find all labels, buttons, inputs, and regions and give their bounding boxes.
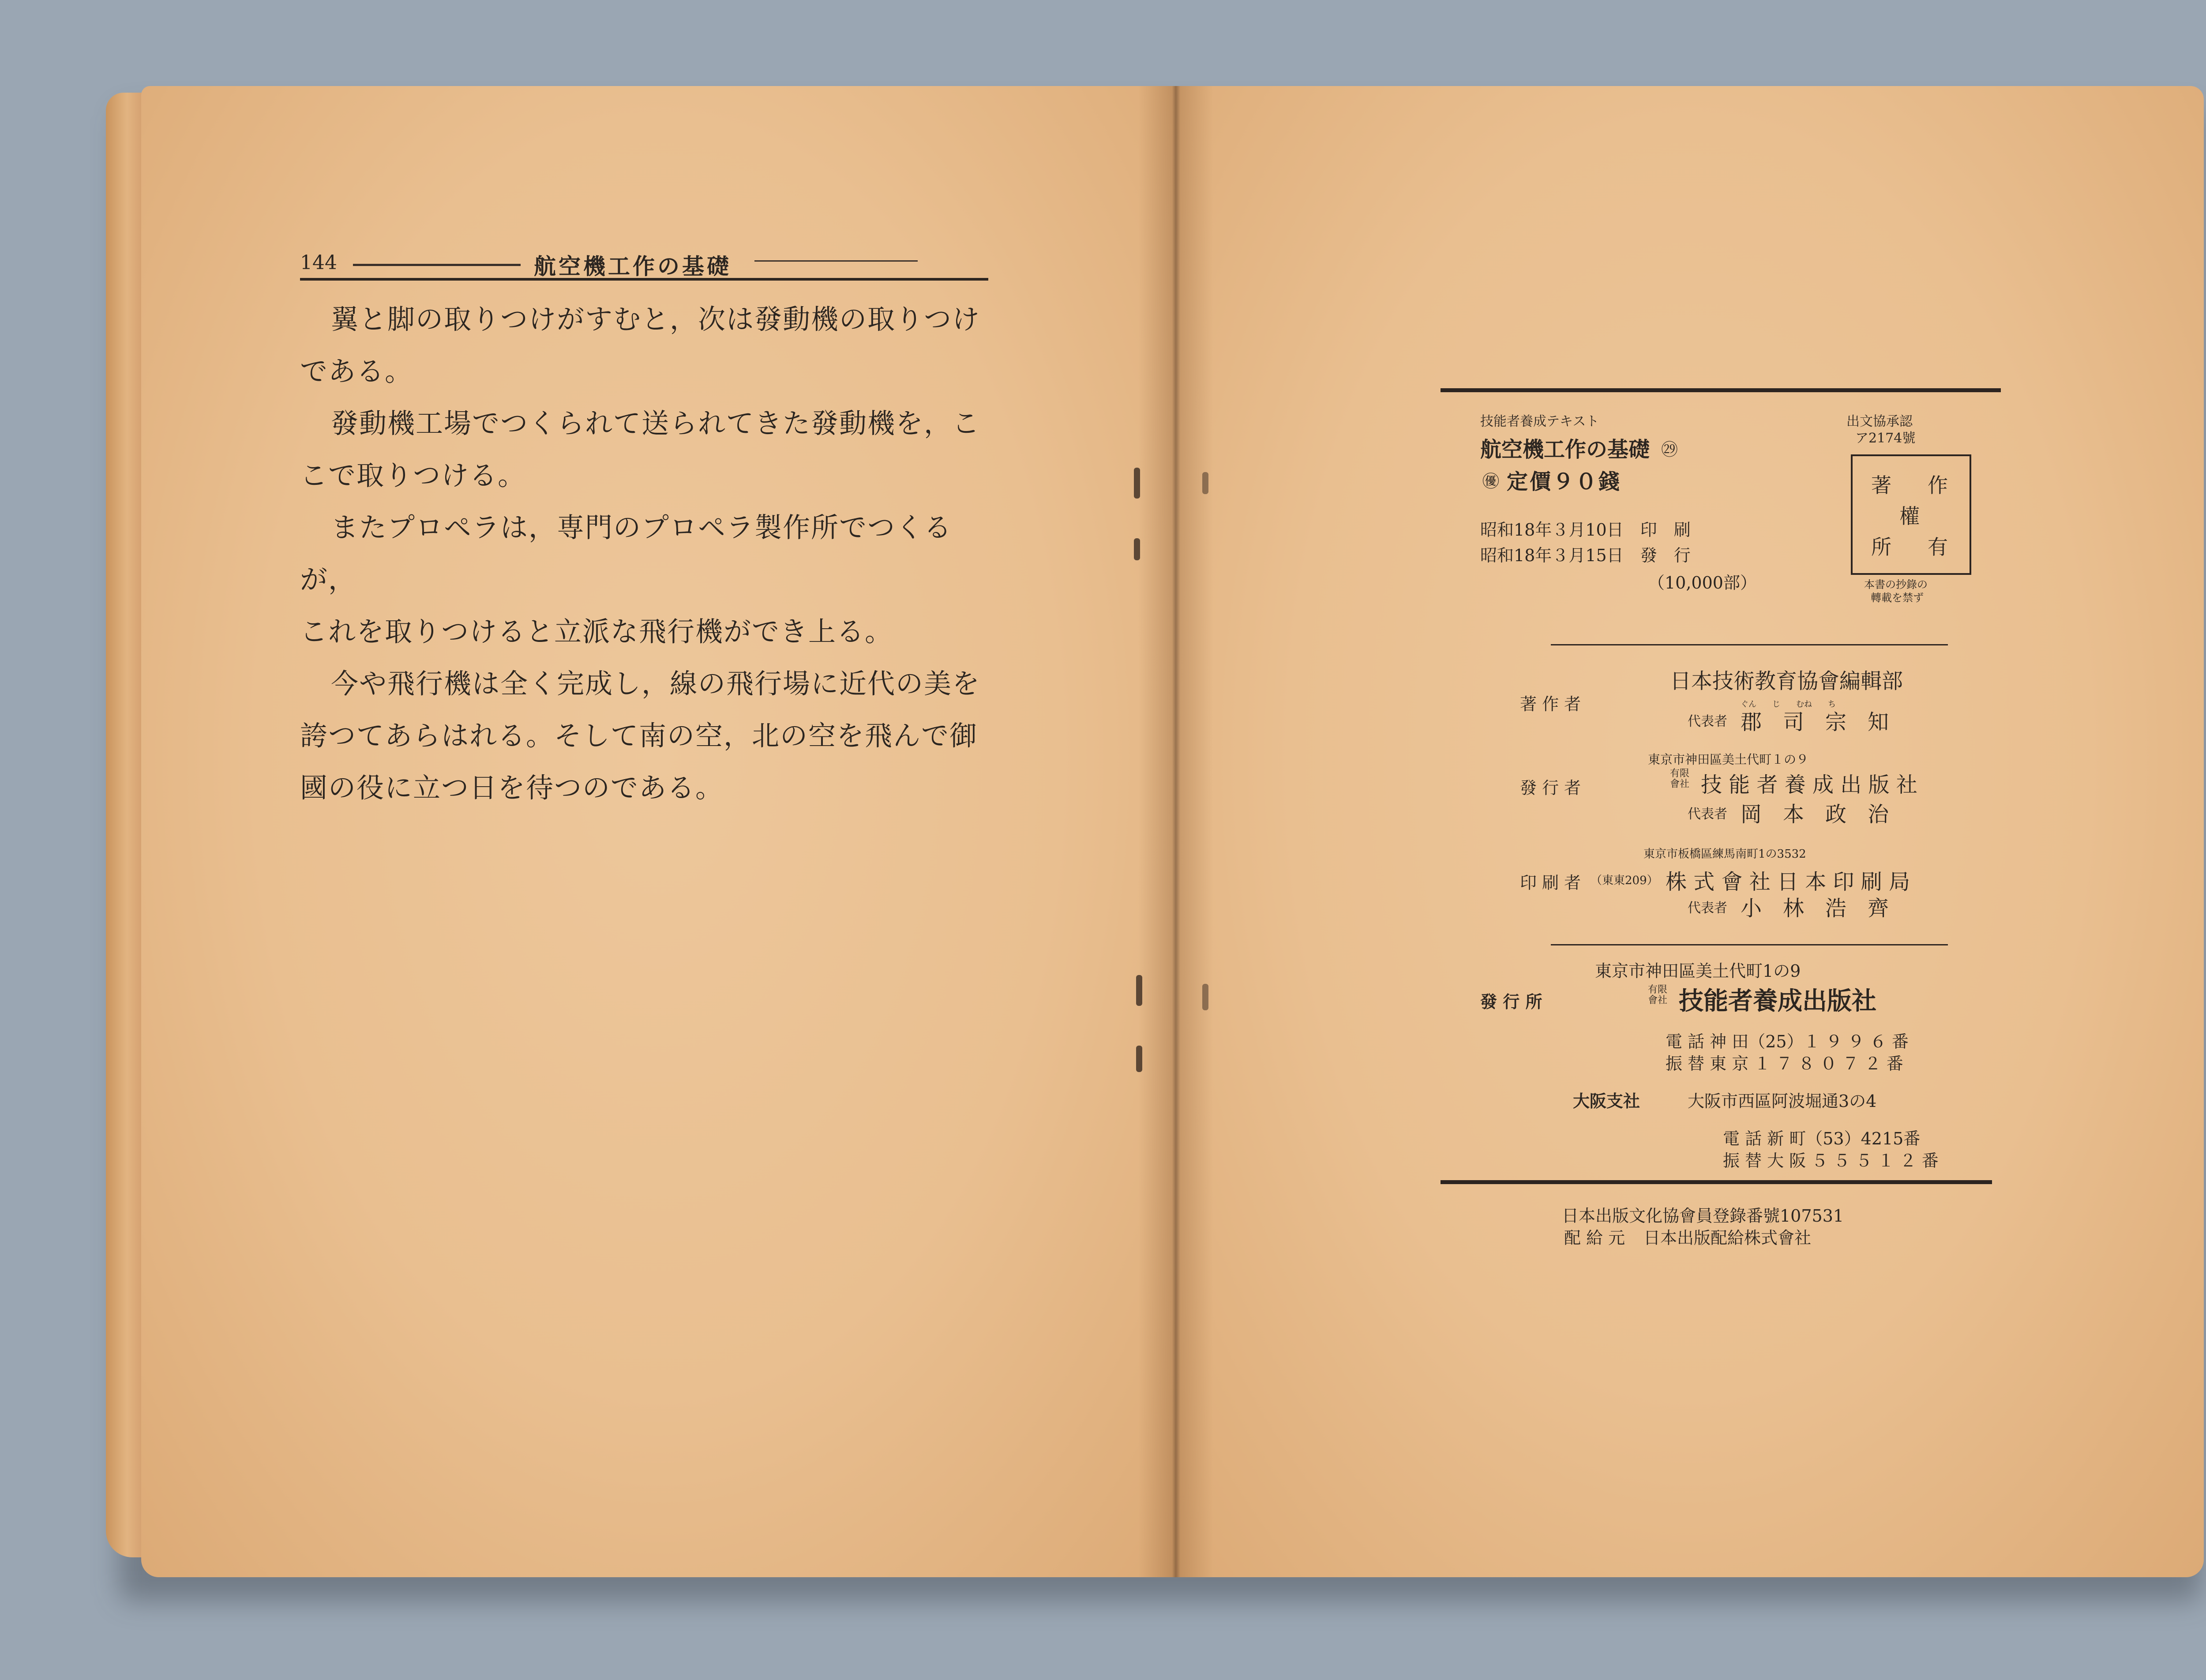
author-representative: 郡 司 宗 知: [1741, 710, 1889, 735]
author-organization: 日本技術教育協會編輯部: [1670, 669, 1903, 694]
branch-transfer-account: 振 替 大 阪 ５ ５ ５ １ ２ 番: [1723, 1151, 1939, 1170]
office-name: 技能者養成出版社: [1679, 986, 1876, 1016]
text-line: 翼と脚の取りつけがすむと，次は發動機の取りつけ: [331, 303, 981, 335]
publisher-address: 東京市神田區美土代町１の９: [1648, 752, 1809, 767]
running-head-rule: [353, 264, 521, 266]
copyright-char: 所: [1871, 535, 1891, 559]
text-line: 國の役に立つ日を待つのである。: [300, 772, 724, 804]
print-run: （10,000部）: [1648, 573, 1757, 592]
text-line: またプロペラは，専門のプロペラ製作所でつくるが，: [300, 511, 953, 596]
branch-address: 大阪市西區阿波堀通3の4: [1688, 1091, 1877, 1111]
approval-line-2: ア2174號: [1855, 431, 1916, 446]
publisher-name: 技 能 者 養 成 出 版 社: [1701, 772, 1917, 797]
colophon: [1441, 384, 2001, 1222]
copyright-box: [1851, 454, 1971, 575]
running-head: [300, 247, 988, 279]
binding-staple-hole: [1134, 538, 1140, 560]
publisher-rep-label: 代表者: [1688, 806, 1727, 822]
text-line: 誇つてあらはれる。そして南の空，北の空を飛んで御: [300, 720, 978, 752]
printer-representative: 小 林 浩 齊: [1741, 896, 1889, 921]
copyright-char: 權: [1899, 504, 1920, 528]
binding-staple-hole: [1134, 468, 1140, 499]
office-telephone: 電 話 神 田（25）１ ９ ９ ６ 番: [1666, 1032, 1909, 1051]
author-rep-label: 代表者: [1688, 714, 1727, 729]
approval-line-1: 出文協承認: [1846, 414, 1913, 429]
running-head-rule: [754, 260, 918, 262]
price-mark: ㊝: [1482, 472, 1500, 491]
binding-staple-hole: [1136, 975, 1142, 1006]
copyright-char: 作: [1928, 473, 1948, 497]
printer-code: （東東209）: [1591, 874, 1658, 887]
page-number: 144: [300, 251, 337, 274]
text-line: これを取りつけると立派な飛行機ができ上る。: [300, 615, 893, 648]
issue-date: 昭和18年３月15日 發 行: [1480, 546, 1691, 565]
publisher-representative: 岡 本 政 治: [1741, 802, 1889, 827]
printer-address: 東京市板橋區練馬南町1の3532: [1643, 848, 1806, 861]
author-label: 著 作 者: [1520, 694, 1581, 714]
distributor-name: 日本出版配給株式會社: [1643, 1228, 1812, 1248]
publisher-label: 發 行 者: [1520, 778, 1581, 798]
office-transfer-account: 振 替 東 京 １ ７ ８ ０ ７ ２ 番: [1666, 1054, 1903, 1073]
book-title: 航空機工作の基礎: [1480, 437, 1650, 462]
binding-staple-hole: [1202, 984, 1208, 1010]
printer-rep-label: 代表者: [1688, 900, 1727, 916]
branch-telephone: 電 話 新 町（53）4215番: [1723, 1129, 1921, 1148]
price: 定價９０錢: [1507, 469, 1622, 494]
copyright-char: 著: [1871, 473, 1891, 497]
running-title: 航空機工作の基礎: [534, 253, 732, 279]
copyright-note: 本書の抄錄の: [1864, 578, 1928, 591]
printer-label: 印 刷 者: [1520, 873, 1581, 892]
series-name: 技能者養成テキスト: [1480, 414, 1599, 429]
body-text: [300, 293, 1006, 814]
office-label: 發 行 所: [1480, 992, 1542, 1012]
book-title-mark: ㉙: [1661, 440, 1678, 459]
branch-label: 大阪支社: [1573, 1091, 1640, 1111]
print-date: 昭和18年３月10日 印 刷: [1480, 520, 1691, 540]
distributor-label: 配 給 元: [1564, 1228, 1625, 1248]
text-line: 發動機工場でつくられて送られてきた發動機を，こ: [331, 407, 981, 439]
header-rule: [300, 278, 988, 281]
colophon-top-rule: [1441, 388, 2001, 392]
company-type: 有限會社: [1670, 768, 1690, 790]
registration-number: 日本出版文化協會員登錄番號107531: [1562, 1206, 1844, 1226]
text-line: 今や飛行機は全く完成し，線の飛行場に近代の美を: [331, 668, 981, 700]
section-rule: [1551, 644, 1948, 645]
colophon-bottom-rule: [1441, 1180, 1992, 1184]
binding-staple-hole: [1202, 472, 1208, 494]
copyright-char: 有: [1928, 535, 1948, 559]
author-rep-ruby: ぐん じ むね ち: [1741, 700, 1836, 709]
copyright-note: 轉載を禁ず: [1871, 592, 1924, 604]
section-rule: [1551, 944, 1948, 945]
book-gutter: [1138, 86, 1213, 1577]
office-company-type: 有限會社: [1648, 984, 1668, 1006]
printer-name: 株 式 會 社 日 本 印 刷 局: [1666, 870, 1910, 894]
text-line: である。: [300, 355, 413, 387]
text-line: こで取りつける。: [300, 459, 526, 491]
binding-staple-hole: [1136, 1046, 1142, 1072]
office-address: 東京市神田區美土代町1の9: [1595, 961, 1801, 981]
